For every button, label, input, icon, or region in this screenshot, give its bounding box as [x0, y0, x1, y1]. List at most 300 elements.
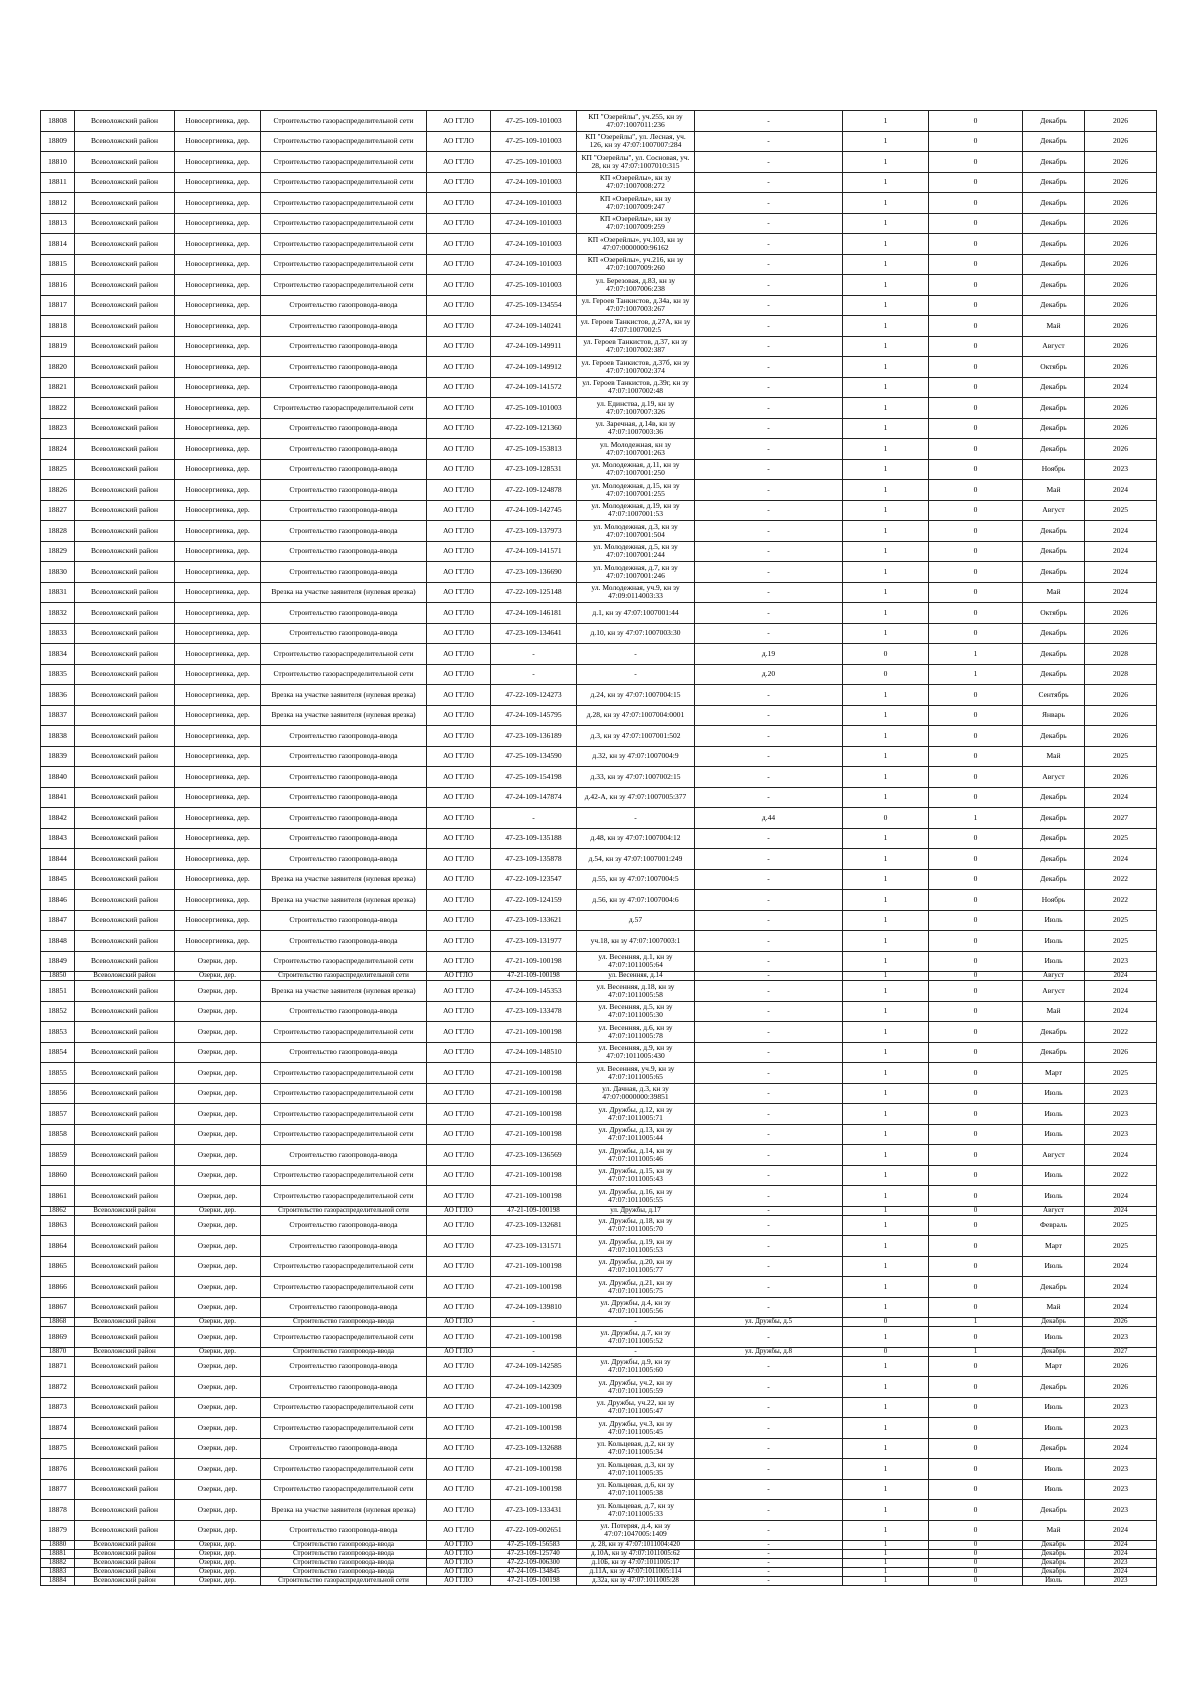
count-applicants-cell: 1 — [843, 890, 929, 911]
year-cell: 2026 — [1085, 705, 1157, 726]
table-row — [41, 1145, 1157, 1166]
count-applicants-cell: 1 — [843, 1186, 929, 1207]
table-row — [41, 480, 1157, 501]
month-cell: Июль — [1023, 931, 1085, 952]
row-number-cell: 18815 — [41, 254, 75, 275]
table-row — [41, 541, 1157, 562]
year-cell: 2026 — [1085, 172, 1157, 193]
organization-cell: АО ГГЛО — [427, 1083, 491, 1104]
work-type-cell: Строительство газораспределительной сети — [261, 111, 427, 132]
object-address-cell: - — [695, 1022, 843, 1043]
application-number-cell: 47-23-109-133431 — [491, 1500, 577, 1521]
month-cell: Август — [1023, 972, 1085, 981]
address-cadastral-cell: ул. Дружбы, д.4, кн зу 47:07:1011005:56 — [577, 1297, 695, 1318]
settlement-cell: Новосергиевка, дер. — [175, 172, 261, 193]
organization-cell: АО ГГЛО — [427, 1104, 491, 1125]
table-row — [41, 377, 1157, 398]
settlement-cell: Озерки, дер. — [175, 1206, 261, 1215]
year-cell: 2024 — [1085, 1145, 1157, 1166]
district-cell: Всеволожский район — [75, 1459, 175, 1480]
organization-cell: АО ГГЛО — [427, 828, 491, 849]
year-cell: 2024 — [1085, 1186, 1157, 1207]
application-number-cell: 47-23-109-132688 — [491, 1438, 577, 1459]
district-cell: Всеволожский район — [75, 1418, 175, 1439]
settlement-cell: Новосергиевка, дер. — [175, 377, 261, 398]
address-cadastral-cell: - — [577, 808, 695, 829]
address-cadastral-cell: ул. Молодежная, д.11, кн зу 47:07:1007001:250 — [577, 459, 695, 480]
organization-cell: АО ГГЛО — [427, 972, 491, 981]
address-cadastral-cell: д.1, кн зу 47:07:1007001:44 — [577, 603, 695, 624]
work-type-cell: Врезка на участке заявителя (нулевая врезка) — [261, 1500, 427, 1521]
organization-cell: АО ГГЛО — [427, 1277, 491, 1298]
district-cell: Всеволожский район — [75, 418, 175, 439]
row-number-cell: 18809 — [41, 131, 75, 152]
district-cell: Всеволожский район — [75, 1377, 175, 1398]
district-cell: Всеволожский район — [75, 1500, 175, 1521]
work-type-cell: Строительство газораспределительной сети — [261, 1256, 427, 1277]
work-type-cell: Строительство газопровода-ввода — [261, 521, 427, 542]
organization-cell: АО ГГЛО — [427, 1318, 491, 1327]
count-applicants-cell: 1 — [843, 1559, 929, 1568]
organization-cell: АО ГГЛО — [427, 1347, 491, 1356]
month-cell: Декабрь — [1023, 254, 1085, 275]
object-address-cell: - — [695, 459, 843, 480]
row-number-cell: 18854 — [41, 1042, 75, 1063]
table-row — [41, 1559, 1157, 1568]
year-cell: 2026 — [1085, 1377, 1157, 1398]
count-applicants-cell: 1 — [843, 1297, 929, 1318]
year-cell: 2023 — [1085, 1559, 1157, 1568]
work-type-cell: Строительство газораспределительной сети — [261, 275, 427, 296]
count-applicants-cell: 1 — [843, 398, 929, 419]
district-cell: Всеволожский район — [75, 398, 175, 419]
district-cell: Всеволожский район — [75, 1124, 175, 1145]
row-number-cell: 18834 — [41, 644, 75, 665]
count-applicants-cell: 1 — [843, 1145, 929, 1166]
organization-cell: АО ГГЛО — [427, 582, 491, 603]
organization-cell: АО ГГЛО — [427, 849, 491, 870]
row-number-cell: 18812 — [41, 193, 75, 214]
year-cell: 2023 — [1085, 1577, 1157, 1586]
row-number-cell: 18868 — [41, 1318, 75, 1327]
object-address-cell: - — [695, 1297, 843, 1318]
row-number-cell: 18843 — [41, 828, 75, 849]
table-row — [41, 1042, 1157, 1063]
work-type-cell: Строительство газораспределительной сети — [261, 644, 427, 665]
work-type-cell: Строительство газопровода-ввода — [261, 726, 427, 747]
object-address-cell: - — [695, 1145, 843, 1166]
district-cell: Всеволожский район — [75, 981, 175, 1002]
year-cell: 2026 — [1085, 275, 1157, 296]
year-cell: 2024 — [1085, 1277, 1157, 1298]
organization-cell: АО ГГЛО — [427, 951, 491, 972]
organization-cell: АО ГГЛО — [427, 1438, 491, 1459]
month-cell: Декабрь — [1023, 1500, 1085, 1521]
year-cell: 2023 — [1085, 1327, 1157, 1348]
count-objects-cell: 0 — [929, 1001, 1023, 1022]
month-cell: Декабрь — [1023, 1318, 1085, 1327]
table-row — [41, 1022, 1157, 1043]
work-type-cell: Строительство газораспределительной сети — [261, 1022, 427, 1043]
row-number-cell: 18844 — [41, 849, 75, 870]
count-objects-cell: 0 — [929, 603, 1023, 624]
count-applicants-cell: 1 — [843, 1500, 929, 1521]
row-number-cell: 18842 — [41, 808, 75, 829]
application-number-cell: 47-24-109-145353 — [491, 981, 577, 1002]
count-objects-cell: 0 — [929, 1520, 1023, 1541]
district-cell: Всеволожский район — [75, 705, 175, 726]
count-objects-cell: 0 — [929, 500, 1023, 521]
organization-cell: АО ГГЛО — [427, 1297, 491, 1318]
district-cell: Всеволожский район — [75, 951, 175, 972]
district-cell: Всеволожский район — [75, 1001, 175, 1022]
count-objects-cell: 0 — [929, 1206, 1023, 1215]
work-type-cell: Строительство газопровода-ввода — [261, 1559, 427, 1568]
count-applicants-cell: 1 — [843, 746, 929, 767]
year-cell: 2024 — [1085, 1568, 1157, 1577]
count-objects-cell: 0 — [929, 972, 1023, 981]
district-cell: Всеволожский район — [75, 459, 175, 480]
year-cell: 2023 — [1085, 951, 1157, 972]
table-row — [41, 1001, 1157, 1022]
year-cell: 2025 — [1085, 746, 1157, 767]
row-number-cell: 18836 — [41, 685, 75, 706]
organization-cell: АО ГГЛО — [427, 623, 491, 644]
month-cell: Декабрь — [1023, 541, 1085, 562]
table-row — [41, 726, 1157, 747]
address-cadastral-cell: д.32а, кн зу 47:07:1011005:28 — [577, 1577, 695, 1586]
month-cell: Август — [1023, 500, 1085, 521]
organization-cell: АО ГГЛО — [427, 1186, 491, 1207]
settlement-cell: Новосергиевка, дер. — [175, 890, 261, 911]
object-address-cell: ул. Дружбы, д.8 — [695, 1347, 843, 1356]
table-row — [41, 500, 1157, 521]
application-number-cell: 47-22-109-123547 — [491, 869, 577, 890]
object-address-cell: - — [695, 746, 843, 767]
district-cell: Всеволожский район — [75, 787, 175, 808]
row-number-cell: 18831 — [41, 582, 75, 603]
month-cell: Декабрь — [1023, 152, 1085, 173]
work-type-cell: Строительство газораспределительной сети — [261, 1577, 427, 1586]
row-number-cell: 18826 — [41, 480, 75, 501]
month-cell: Октябрь — [1023, 357, 1085, 378]
district-cell: Всеволожский район — [75, 1145, 175, 1166]
organization-cell: АО ГГЛО — [427, 418, 491, 439]
settlement-cell: Озерки, дер. — [175, 1327, 261, 1348]
year-cell: 2025 — [1085, 1236, 1157, 1257]
work-type-cell: Строительство газораспределительной сети — [261, 1206, 427, 1215]
table-row — [41, 316, 1157, 337]
count-applicants-cell: 1 — [843, 1459, 929, 1480]
application-number-cell: 47-23-109-125740 — [491, 1550, 577, 1559]
district-cell: Всеволожский район — [75, 849, 175, 870]
settlement-cell: Новосергиевка, дер. — [175, 193, 261, 214]
count-applicants-cell: 1 — [843, 418, 929, 439]
work-type-cell: Строительство газораспределительной сети — [261, 951, 427, 972]
month-cell: Декабрь — [1023, 1568, 1085, 1577]
count-applicants-cell: 1 — [843, 1104, 929, 1125]
month-cell: Июль — [1023, 1186, 1085, 1207]
settlement-cell: Озерки, дер. — [175, 1500, 261, 1521]
address-cadastral-cell: КП «Озерейлы», уч.103, кн зу 47:07:0000000:96162 — [577, 234, 695, 255]
row-number-cell: 18872 — [41, 1377, 75, 1398]
application-number-cell: 47-23-109-136189 — [491, 726, 577, 747]
count-objects-cell: 0 — [929, 981, 1023, 1002]
table-row — [41, 111, 1157, 132]
month-cell: Август — [1023, 1206, 1085, 1215]
month-cell: Декабрь — [1023, 439, 1085, 460]
organization-cell: АО ГГЛО — [427, 1479, 491, 1500]
month-cell: Июль — [1023, 1459, 1085, 1480]
count-applicants-cell: 1 — [843, 623, 929, 644]
row-number-cell: 18870 — [41, 1347, 75, 1356]
count-objects-cell: 0 — [929, 767, 1023, 788]
district-cell: Всеволожский район — [75, 808, 175, 829]
month-cell: Май — [1023, 582, 1085, 603]
count-objects-cell: 0 — [929, 357, 1023, 378]
table-row — [41, 623, 1157, 644]
organization-cell: АО ГГЛО — [427, 521, 491, 542]
row-number-cell: 18875 — [41, 1438, 75, 1459]
application-number-cell: - — [491, 664, 577, 685]
table-row — [41, 1236, 1157, 1257]
settlement-cell: Озерки, дер. — [175, 1186, 261, 1207]
year-cell: 2026 — [1085, 1042, 1157, 1063]
count-applicants-cell: 1 — [843, 521, 929, 542]
row-number-cell: 18839 — [41, 746, 75, 767]
object-address-cell: - — [695, 500, 843, 521]
table-row — [41, 439, 1157, 460]
application-number-cell: 47-22-109-006300 — [491, 1559, 577, 1568]
address-cadastral-cell: ул. Молодежная, д.19, кн зу 47:07:1007001:53 — [577, 500, 695, 521]
year-cell: 2023 — [1085, 1397, 1157, 1418]
district-cell: Всеволожский район — [75, 1347, 175, 1356]
application-number-cell: - — [491, 1318, 577, 1327]
month-cell: Декабрь — [1023, 1347, 1085, 1356]
work-type-cell: Строительство газораспределительной сети — [261, 972, 427, 981]
count-applicants-cell: 1 — [843, 480, 929, 501]
organization-cell: АО ГГЛО — [427, 111, 491, 132]
year-cell: 2024 — [1085, 1520, 1157, 1541]
object-address-cell: - — [695, 1063, 843, 1084]
year-cell: 2026 — [1085, 336, 1157, 357]
object-address-cell: д.19 — [695, 644, 843, 665]
year-cell: 2023 — [1085, 1083, 1157, 1104]
application-number-cell: 47-25-109-101003 — [491, 398, 577, 419]
organization-cell: АО ГГЛО — [427, 1377, 491, 1398]
work-type-cell: Строительство газопровода-ввода — [261, 1318, 427, 1327]
count-objects-cell: 0 — [929, 295, 1023, 316]
row-number-cell: 18811 — [41, 172, 75, 193]
work-type-cell: Строительство газопровода-ввода — [261, 336, 427, 357]
settlement-cell: Озерки, дер. — [175, 1479, 261, 1500]
address-cadastral-cell: КП «Озерейлы», уч.216, кн зу 47:07:1007009:260 — [577, 254, 695, 275]
object-address-cell: - — [695, 1577, 843, 1586]
year-cell: 2022 — [1085, 1022, 1157, 1043]
application-number-cell: 47-23-109-132681 — [491, 1215, 577, 1236]
settlement-cell: Озерки, дер. — [175, 951, 261, 972]
work-type-cell: Строительство газопровода-ввода — [261, 849, 427, 870]
row-number-cell: 18841 — [41, 787, 75, 808]
application-number-cell: 47-21-109-100198 — [491, 1577, 577, 1586]
address-cadastral-cell: ул. Дружбы, уч.3, кн зу 47:07:1011005:45 — [577, 1418, 695, 1439]
address-cadastral-cell: - — [577, 644, 695, 665]
address-cadastral-cell: д.11А, кн зу 47:07:1011005:114 — [577, 1568, 695, 1577]
table-row — [41, 1165, 1157, 1186]
work-type-cell: Строительство газопровода-ввода — [261, 1215, 427, 1236]
table-row — [41, 1418, 1157, 1439]
count-objects-cell: 0 — [929, 193, 1023, 214]
row-number-cell: 18861 — [41, 1186, 75, 1207]
district-cell: Всеволожский район — [75, 357, 175, 378]
year-cell: 2024 — [1085, 1550, 1157, 1559]
count-objects-cell: 0 — [929, 418, 1023, 439]
table-row — [41, 1520, 1157, 1541]
organization-cell: АО ГГЛО — [427, 1145, 491, 1166]
count-applicants-cell: 0 — [843, 808, 929, 829]
count-objects-cell: 0 — [929, 1215, 1023, 1236]
district-cell: Всеволожский район — [75, 931, 175, 952]
district-cell: Всеволожский район — [75, 480, 175, 501]
district-cell: Всеволожский район — [75, 213, 175, 234]
work-type-cell: Строительство газопровода-ввода — [261, 541, 427, 562]
year-cell: 2025 — [1085, 1215, 1157, 1236]
settlement-cell: Новосергиевка, дер. — [175, 254, 261, 275]
month-cell: Ноябрь — [1023, 890, 1085, 911]
object-address-cell: - — [695, 541, 843, 562]
row-number-cell: 18850 — [41, 972, 75, 981]
table-row — [41, 972, 1157, 981]
count-objects-cell: 0 — [929, 726, 1023, 747]
address-cadastral-cell: - — [577, 1347, 695, 1356]
count-objects-cell: 0 — [929, 316, 1023, 337]
year-cell: 2024 — [1085, 1206, 1157, 1215]
district-cell: Всеволожский район — [75, 1438, 175, 1459]
application-number-cell: 47-24-109-139810 — [491, 1297, 577, 1318]
application-number-cell: 47-25-109-156583 — [491, 1541, 577, 1550]
address-cadastral-cell: ул. Весенняя, д.5, кн зу 47:07:1011005:30 — [577, 1001, 695, 1022]
count-objects-cell: 0 — [929, 869, 1023, 890]
settlement-cell: Новосергиевка, дер. — [175, 746, 261, 767]
count-objects-cell: 0 — [929, 623, 1023, 644]
year-cell: 2024 — [1085, 1438, 1157, 1459]
settlement-cell: Новосергиевка, дер. — [175, 541, 261, 562]
work-type-cell: Строительство газопровода-ввода — [261, 603, 427, 624]
table-row — [41, 1550, 1157, 1559]
count-applicants-cell: 1 — [843, 705, 929, 726]
organization-cell: АО ГГЛО — [427, 787, 491, 808]
count-applicants-cell: 1 — [843, 1063, 929, 1084]
row-number-cell: 18840 — [41, 767, 75, 788]
application-number-cell: 47-25-109-134554 — [491, 295, 577, 316]
application-number-cell: 47-21-109-100198 — [491, 1104, 577, 1125]
work-type-cell: Строительство газораспределительной сети — [261, 1124, 427, 1145]
object-address-cell: - — [695, 951, 843, 972]
settlement-cell: Озерки, дер. — [175, 1215, 261, 1236]
organization-cell: АО ГГЛО — [427, 316, 491, 337]
count-objects-cell: 0 — [929, 685, 1023, 706]
work-type-cell: Строительство газопровода-ввода — [261, 1377, 427, 1398]
month-cell: Июль — [1023, 1479, 1085, 1500]
row-number-cell: 18853 — [41, 1022, 75, 1043]
count-applicants-cell: 0 — [843, 644, 929, 665]
application-number-cell: 47-24-109-134845 — [491, 1568, 577, 1577]
work-type-cell: Строительство газопровода-ввода — [261, 459, 427, 480]
district-cell: Всеволожский район — [75, 316, 175, 337]
count-objects-cell: 0 — [929, 459, 1023, 480]
address-cadastral-cell: д.48, кн зу 47:07:1007004:12 — [577, 828, 695, 849]
object-address-cell: - — [695, 213, 843, 234]
month-cell: Декабрь — [1023, 1541, 1085, 1550]
settlement-cell: Новосергиевка, дер. — [175, 131, 261, 152]
table-row — [41, 357, 1157, 378]
application-number-cell: 47-25-109-101003 — [491, 152, 577, 173]
table-row — [41, 869, 1157, 890]
count-objects-cell: 0 — [929, 1577, 1023, 1586]
settlement-cell: Озерки, дер. — [175, 1347, 261, 1356]
object-address-cell: - — [695, 1206, 843, 1215]
year-cell: 2023 — [1085, 459, 1157, 480]
count-objects-cell: 1 — [929, 664, 1023, 685]
work-type-cell: Строительство газопровода-ввода — [261, 931, 427, 952]
month-cell: Август — [1023, 981, 1085, 1002]
table-row — [41, 295, 1157, 316]
row-number-cell: 18822 — [41, 398, 75, 419]
count-objects-cell: 0 — [929, 1236, 1023, 1257]
organization-cell: АО ГГЛО — [427, 562, 491, 583]
count-objects-cell: 1 — [929, 644, 1023, 665]
count-applicants-cell: 1 — [843, 603, 929, 624]
district-cell: Всеволожский район — [75, 193, 175, 214]
row-number-cell: 18837 — [41, 705, 75, 726]
address-cadastral-cell: д. 28, кн зу 47:07:1011004:420 — [577, 1541, 695, 1550]
count-objects-cell: 0 — [929, 521, 1023, 542]
district-cell: Всеволожский район — [75, 234, 175, 255]
year-cell: 2026 — [1085, 111, 1157, 132]
work-type-cell: Строительство газораспределительной сети — [261, 1186, 427, 1207]
count-applicants-cell: 1 — [843, 1356, 929, 1377]
month-cell: Май — [1023, 1297, 1085, 1318]
count-objects-cell: 0 — [929, 1500, 1023, 1521]
table-row — [41, 459, 1157, 480]
organization-cell: АО ГГЛО — [427, 234, 491, 255]
address-cadastral-cell: КП "Озерейлы", ул. Сосновая, уч. 28, кн зу 47:07:1007010:315 — [577, 152, 695, 173]
row-number-cell: 18816 — [41, 275, 75, 296]
application-number-cell: 47-24-109-101003 — [491, 193, 577, 214]
address-cadastral-cell: ул. Молодежная, кн зу 47:07:1007001:263 — [577, 439, 695, 460]
object-address-cell: - — [695, 377, 843, 398]
address-cadastral-cell: д.54, кн зу 47:07:1007001:249 — [577, 849, 695, 870]
settlement-cell: Озерки, дер. — [175, 1520, 261, 1541]
district-cell: Всеволожский район — [75, 1215, 175, 1236]
table-row — [41, 1347, 1157, 1356]
address-cadastral-cell: ул. Молодежная, д.7, кн зу 47:07:1007001:246 — [577, 562, 695, 583]
settlement-cell: Озерки, дер. — [175, 1104, 261, 1125]
application-number-cell: 47-23-109-131977 — [491, 931, 577, 952]
row-number-cell: 18847 — [41, 910, 75, 931]
application-number-cell: 47-24-109-149912 — [491, 357, 577, 378]
table-row — [41, 1277, 1157, 1298]
month-cell: Декабрь — [1023, 1559, 1085, 1568]
year-cell: 2028 — [1085, 664, 1157, 685]
row-number-cell: 18866 — [41, 1277, 75, 1298]
address-cadastral-cell: ул. Дружбы, уч.2, кн зу 47:07:1011005:59 — [577, 1377, 695, 1398]
settlement-cell: Озерки, дер. — [175, 1001, 261, 1022]
table-row — [41, 1318, 1157, 1327]
address-cadastral-cell: ул. Дружбы, д.12, кн зу 47:07:1011005:71 — [577, 1104, 695, 1125]
month-cell: Март — [1023, 1356, 1085, 1377]
month-cell: Декабрь — [1023, 869, 1085, 890]
